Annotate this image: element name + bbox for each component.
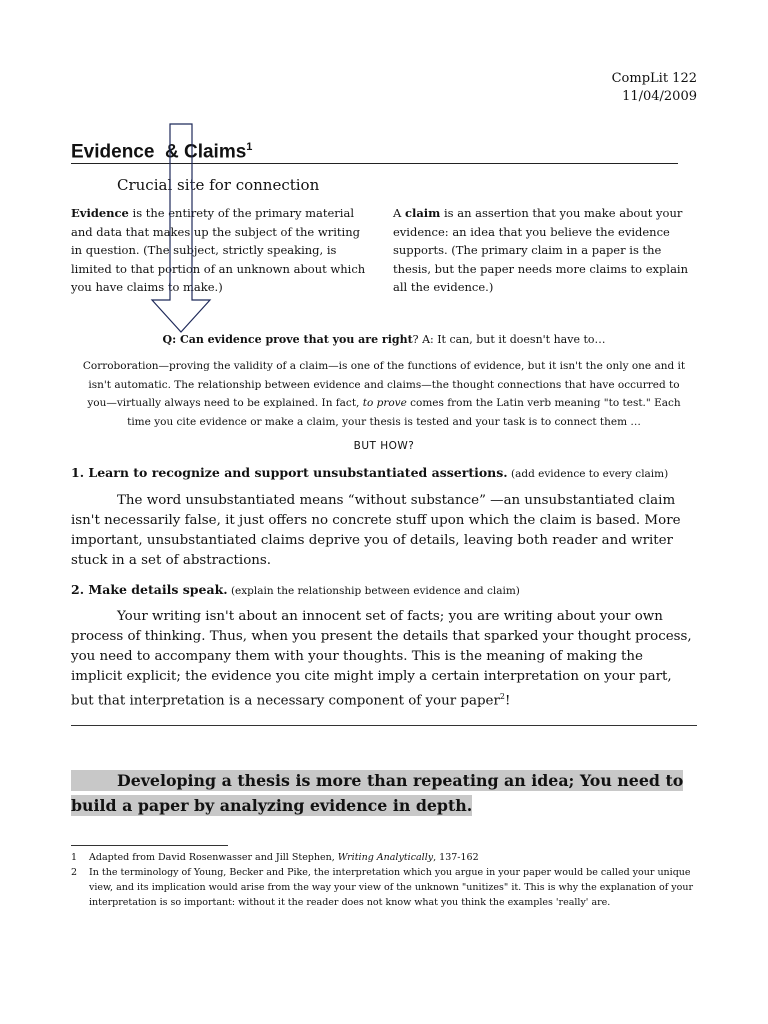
- claim-text: is an assertion that you make about your evidence: an idea that you believe the evidence supports. (The primary claim in a paper is the thesis, but the paper needs more claims to explain all the evidence.): [393, 206, 689, 294]
- course-name: CompLit 122: [611, 71, 697, 86]
- section2-note: (explain the relationship between evidence and claim): [227, 585, 520, 597]
- title-text: Evidence & Claims: [71, 141, 247, 163]
- claim-term: claim: [404, 206, 441, 220]
- but-how-heading: BUT HOW?: [353, 440, 415, 452]
- footnote-1-after: , 137-162: [433, 852, 479, 863]
- section2-text: Your writing isn't about an innocent set of facts; you are writing about your own process of thinking. Thus, when you present the details that sparked your thought process, you need to accompany them with your thoughts. This is the meaning of making the implicit explicit; the evidence you cite might imply a certain interpretation on your part, but that interpretation is a necessary component of your paper: [71, 609, 692, 709]
- section1-text: The word unsubstantiated means “without substance” —an unsubstantiated claim isn't necessarily false, it just offers no concrete stuff upon which the claim is based. More important, unsubstantiated claims deprive you of details, leaving both reader and writer stuck in a set of abstractions.: [71, 493, 681, 568]
- section2-end: !: [504, 693, 511, 709]
- section2-title: 2. Make details speak.: [71, 582, 228, 597]
- footnote-2-number: 2: [71, 867, 78, 878]
- corroboration-part2: comes from the Latin verb meaning "to test." Each time you cite evidence or make a claim, your thesis is tested and your task is to connect them …: [127, 397, 681, 428]
- document-date: 11/04/2009: [622, 89, 697, 104]
- section1-note: (add evidence to every claim): [507, 468, 669, 480]
- question-text: Q: Can evidence prove that you are right: [162, 333, 413, 346]
- section2-footnote-mark: 2: [499, 692, 505, 701]
- footnote-1-italic: Writing Analytically: [337, 852, 434, 863]
- callout-text: Developing a thesis is more than repeating an idea; You need to build a paper by analyzing evidence in depth.: [71, 771, 684, 815]
- title-footnote-mark: 1: [246, 141, 253, 153]
- footnote-1-number: 1: [71, 852, 78, 863]
- evidence-text: is the entirety of the primary material and data that makes up the subject of the writing in question. (The subject, strictly speaking, is limited to that portion of an unknown about which you have claims to make.): [71, 206, 366, 294]
- claim-prefix: A: [393, 206, 405, 220]
- corroboration-part1: Corroboration—proving the validity of a claim—is one of the functions of evidence, but it isn't the only one and it isn't automatic. The relationship between evidence and claims—the thought connections that have occurred to you—virtually always need to be explained. In fact,: [82, 360, 686, 409]
- evidence-term: Evidence: [71, 206, 129, 220]
- corroboration-italic: to prove: [362, 397, 407, 409]
- footnote-2-text: In the terminology of Young, Becker and Pike, the interpretation which you argue in your paper would be called your unique view, and its implication would arise from the way your view of the unknown "unitizes" it. This is why the explanation of your interpretation is so important: without it the reader does not know what you think the examples 'really' are.: [89, 867, 694, 908]
- answer-text: ? A: It can, but it doesn't have to…: [412, 333, 606, 346]
- section1-title: 1. Learn to recognize and support unsubstantiated assertions.: [71, 465, 508, 480]
- subtitle: Crucial site for connection: [117, 176, 320, 194]
- footnote-1-text: Adapted from David Rosenwasser and Jill Stephen,: [89, 852, 338, 863]
